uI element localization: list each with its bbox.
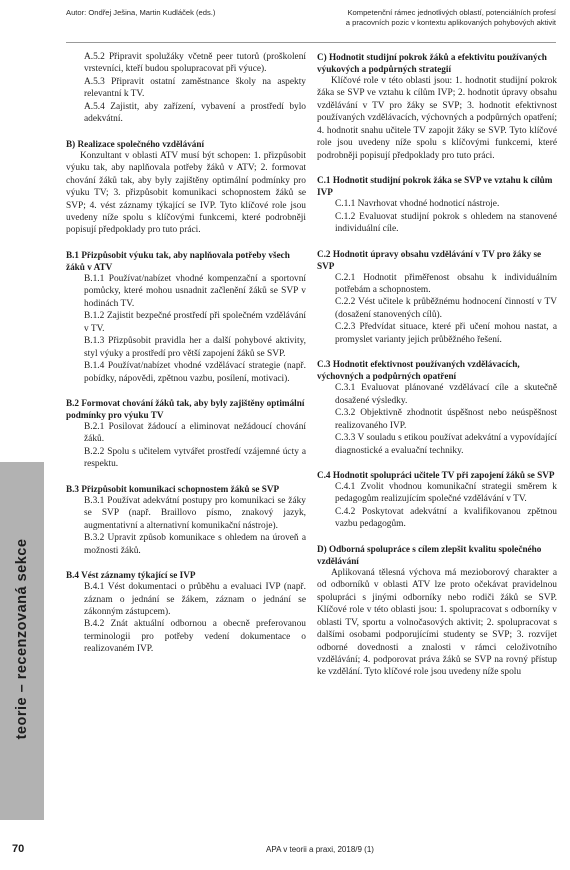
item-b42: B.4.2 Znát aktuální odbornou a obecně preferovanou terminologii pro potřeby vedení dokumentace o realizovaném IVP.: [84, 619, 306, 655]
item-b41: B.4.1 Vést dokumentaci o průběhu a evaluaci IVP (např. záznam o jednání se žákem, záznam o jednání se zákonným zástupcem).: [84, 582, 306, 617]
item-c23: C.2.3 Předvídat situace, které při učení mohou nastat, a promyslet varianty jejich průběžného řešení.: [335, 322, 557, 345]
item-b31: B.3.1 Používat adekvátní postupy pro komunikaci se žáky se SVP (např. Braillovo písmo, znakový jazyk, augmentativní a alternativní komunikační nástroje).: [84, 495, 306, 531]
subsection-b1-heading: B.1 Přizpůsobit výuku tak, aby naplňovala potřeby všech žáků v ATV: [66, 249, 290, 272]
subsection-c1-heading: C.1 Hodnotit studijní pokrok žáka se SVP ve vztahu k cílům IVP: [317, 175, 553, 198]
section-b-heading: B) Realizace společného vzdělávání: [66, 138, 205, 149]
subsection-c4-heading: C.4 Hodnotit spolupráci učitele TV při zapojení žáků se SVP: [317, 469, 555, 480]
item-c11: C.1.1 Navrhovat vhodné hodnoticí nástroje.: [335, 199, 500, 210]
section-b-intro: Konzultant v oblasti ATV musí být schopen: 1. přizpůsobit výuku tak, aby naplňovala potřeby žáků v ATV; 2. formovat chování žáků tak, aby byly zajištěny optimální podmínky pro výuku TV; 3. přizpůsobit komunikaci schopnostem žáků se SVP; 4. vést záznamy týkající se IVP. Tyto klíčové role jsou uvedeny níže spolu s klíčovými funkcemi, které podrobněji popisují předpoklady pro tuto práci.: [66, 150, 306, 236]
right-column: [317, 51, 557, 679]
page-number: 70: [12, 843, 25, 855]
item-c41: C.4.1 Zvolit vhodnou komunikační strategii směrem k pedagogům realizujícím společné vzdělávání v TV.: [335, 481, 557, 505]
item-b13: B.1.3 Přizpůsobit pravidla her a další pohybové aktivity, styl výuky a prostředí pro větší zapojení žáků se SVP.: [84, 336, 306, 359]
item-b22: B.2.2 Spolu s učitelem vytvářet prostředí vzájemné úcty a respektu.: [84, 446, 306, 470]
item-a54: A.5.4 Zajistit, aby zařízení, vybavení a prostředí bylo adekvátní.: [84, 101, 306, 125]
subsection-c2-heading: C.2 Hodnotit úpravy obsahu vzdělávání v TV pro žáky se SVP: [317, 248, 542, 271]
item-b11: B.1.1 Používat/nabízet vhodné kompenzační a sportovní pomůcky, které mohou usnadnit začlenění žáků se SVP v hodinách TV.: [84, 273, 306, 309]
header-authors: Autor: Ondřej Ješina, Martin Kudláček (eds.): [66, 8, 216, 17]
left-column: [66, 51, 306, 656]
item-a52: A.5.2 Připravit spolužáky včetně peer tutorů (proškolení vrstevníci, kteří budou spolupracovat při výuce).: [84, 52, 306, 75]
item-c32: C.3.2 Objektivně zhodnotit úspěšnost nebo neúspěšnost realizovaného IVP.: [335, 408, 557, 431]
subsection-b3-heading: B.3 Přizpůsobit komunikaci schopnostem žáků se SVP: [66, 483, 280, 494]
sidebar-label: teorie – recenzovaná sekce: [14, 538, 30, 740]
item-b32: B.3.2 Upravit způsob komunikace s ohledem na úroveň a možnosti žáků.: [84, 533, 306, 556]
item-c22: C.2.2 Vést učitele k průběžnému hodnocení činností v TV (dosažení stanovených cílů).: [335, 297, 557, 320]
subsection-b4-heading: B.4 Vést záznamy týkající se IVP: [66, 570, 196, 581]
header-title: [326, 8, 556, 28]
section-d-intro: Aplikovaná tělesná výchova má mezioborový charakter a od odborníků v oblasti ATV lze proto očekávat pravidelnou spolupráci s jinými odborníky nebo rodiči žáků se SVP. Klíčové role v této oblasti jsou: 1. spolupracovat s odborníky v oblasti TV, sportu a volnočasových aktivit; 2. spolupracovat s dalšími osobami podporujícími studenty se SVP; 3. rozvíjet odborné dovednosti a znalosti v rámci celoživotního vzdělávání; 4. podporovat práva žáků se SVP na rovný přístup ke vzdělání. Tyto klíčové role jsou uvedeny níže spolu: [317, 567, 557, 678]
item-b12: B.1.2 Zajistit bezpečné prostředí při společném vzdělávání v TV.: [84, 311, 306, 334]
header-title-line1: Kompetenční rámec jednotlivých oblastí, potenciálních profesí: [347, 8, 556, 17]
section-c-heading: C) Hodnotit studijní pokrok žáků a efektivitu používaných výukových a podpůrných strategií: [317, 52, 547, 74]
section-c-intro: Klíčové role v této oblasti jsou: 1. hodnotit studijní pokrok žáka se SVP ve vztahu k cílům IVP; 2. hodnotit úpravy obsahu vzdělávání v TV pro žáky se SVP; 3. hodnotit efektivnost používaných vzdělávacích, výchovných a podpůrných opatření; 4. hodnotit snahu učitele TV zapojit žáky se SVP. Tyto klíčové role jsou uvedeny níže spolu s klíčovými funkcemi, které podrobněji popisují předpoklady pro tuto práci.: [317, 76, 557, 161]
header-title-line2: a pracovních pozic v kontextu aplikovaných pohybových aktivit: [345, 18, 556, 27]
item-c12: C.1.2 Evaluovat studijní pokrok s ohledem na stanovené individuální cíle.: [335, 211, 557, 235]
item-c21: C.2.1 Hodnotit přiměřenost obsahu k individuálním potřebám a schopnostem.: [335, 272, 557, 295]
subsection-c3-heading: C.3 Hodnotit efektivnost používaných vzdělávacích, výchovných a podpůrných opatření: [317, 359, 520, 382]
item-c33: C.3.3 V souladu s etikou používat adekvátní a vypovídající diagnostické a evaluační techniky.: [335, 433, 557, 456]
item-c42: C.4.2 Poskytovat adekvátní a kvalifikovanou zpětnou vazbu pedagogům.: [335, 506, 557, 530]
subsection-b2-heading: B.2 Formovat chování žáků tak, aby byly zajištěny optimální podmínky pro výuku TV: [66, 397, 305, 420]
footer-citation: APA v teorii a praxi, 2018/9 (1): [266, 845, 374, 854]
item-c31: C.3.1 Evaluovat plánované vzdělávací cíle a skutečně dosažené výsledky.: [335, 383, 557, 406]
item-b21: B.2.1 Posilovat žádoucí a eliminovat nežádoucí chování žáků.: [84, 421, 306, 445]
item-b14: B.1.4 Používat/nabízet vhodné vzdělávací strategie (např. pobídky, nápovědi, zpětnou vazbu, posílení, motivaci).: [84, 361, 306, 384]
header-divider: [66, 42, 556, 43]
item-a53: A.5.3 Připravit ostatní zaměstnance školy na aspekty relevantní k TV.: [84, 76, 306, 100]
section-d-heading: D) Odborná spolupráce s cílem zlepšit kvalitu společného vzdělávání: [317, 543, 542, 566]
